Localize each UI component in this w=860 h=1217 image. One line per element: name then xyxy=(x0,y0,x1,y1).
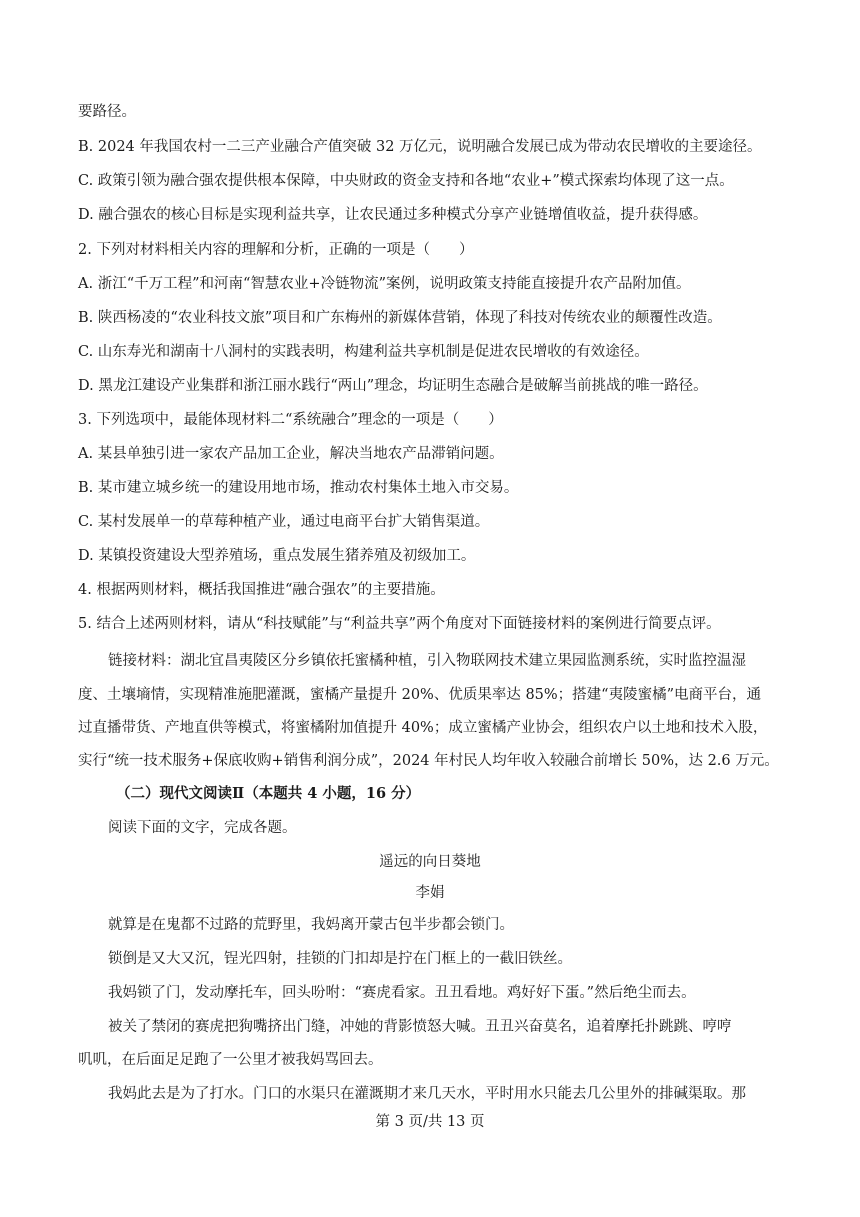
section-heading: （二）现代文阅读Ⅱ（本题共 4 小题，16 分） xyxy=(116,785,421,802)
link-material-line: 过直播带货、产地直供等模式，将蜜橘附加值提升 40%；成立蜜橘产业协会，组织农户以土地和技术入股， xyxy=(78,720,768,736)
option-line: B. 某市建立城乡统一的建设用地市场，推动农村集体土地入市交易。 xyxy=(78,480,519,496)
option-line: C. 政策引领为融合强农提供根本保障，中央财政的资金支持和各地“农业+”模式探索均体现了这一点。 xyxy=(78,173,734,189)
paragraph-line: 我妈锁了门，发动摩托车，回头吩咐：“赛虎看家。丑丑看地。鸡好好下蛋。”然后绝尘而去。 xyxy=(108,985,696,1001)
page-footer: 第 3 页/共 13 页 xyxy=(375,1114,485,1130)
question-line: 5. 结合上述两则材料，请从“科技赋能”与“利益共享”两个角度对下面链接材料的案例进行简要点评。 xyxy=(78,616,721,632)
article-title: 遥远的向日葵地 xyxy=(379,854,481,870)
paragraph-line: 就算是在鬼都不过路的荒野里，我妈离开蒙古包半步都会锁门。 xyxy=(108,917,514,933)
option-line: C. 山东寿光和湖南十八洞村的实践表明，构建利益共享机制是促进农民增收的有效途径。 xyxy=(78,344,649,360)
paragraph-line: 锁倒是又大又沉，锃光四射，挂锁的门扣却是拧在门框上的一截旧铁丝。 xyxy=(108,951,572,967)
option-line: B. 2024 年我国农村一二三产业融合产值突破 32 万亿元，说明融合发展已成为带动农民增收的主要途径。 xyxy=(78,139,762,155)
instruction-line: 阅读下面的文字，完成各题。 xyxy=(108,820,297,836)
link-material-line: 实行“统一技术服务+保底收购+销售利润分成”，2024 年村民人均年收入较融合前增长 50%，达 2.6 万元。 xyxy=(78,753,779,769)
question-line: 4. 根据两则材料，概括我国推进“融合强农”的主要措施。 xyxy=(78,582,445,598)
question-line: 2. 下列对材料相关内容的理解和分析，正确的一项是（ ） xyxy=(78,242,474,258)
article-author: 李娟 xyxy=(415,885,445,901)
paragraph-line: 叽叽，在后面足足跑了一公里才被我妈骂回去。 xyxy=(78,1052,383,1068)
option-line: D. 黑龙江建设产业集群和浙江丽水践行“两山”理念，均证明生态融合是破解当前挑战的唯一路径。 xyxy=(78,378,708,394)
option-line: D. 融合强农的核心目标是实现利益共享，让农民通过多种模式分享产业链增值收益，提升获得感。 xyxy=(78,207,708,223)
paragraph-line: 被关了禁闭的赛虎把狗嘴挤出门缝，冲她的背影愤怒大喊。丑丑兴奋莫名，追着摩托扑跳跳、哼哼 xyxy=(108,1019,732,1035)
option-line: C. 某村发展单一的草莓种植产业，通过电商平台扩大销售渠道。 xyxy=(78,514,490,530)
option-line: A. 某县单独引进一家农产品加工企业，解决当地农产品滞销问题。 xyxy=(78,446,504,462)
option-line: D. 某镇投资建设大型养殖场，重点发展生猪养殖及初级加工。 xyxy=(78,548,476,564)
link-material-line: 链接材料：湖北宜昌夷陵区分乡镇依托蜜橘种植，引入物联网技术建立果园监测系统，实时监控温湿 xyxy=(108,653,746,669)
option-line: A. 浙江“千万工程”和河南“智慧农业+冷链物流”案例，说明政策支持能直接提升农产品附加值。 xyxy=(78,276,691,292)
link-material-line: 度、土壤墒情，实现精准施肥灌溉，蜜橘产量提升 20%、优质果率达 85%；搭建“夷陵蜜橘”电商平台，通 xyxy=(78,687,761,703)
paragraph-line: 我妈此去是为了打水。门口的水渠只在灌溉期才来几天水，平时用水只能去几公里外的排碱渠取。那 xyxy=(108,1086,746,1102)
option-line: B. 陕西杨凌的“农业科技文旅”项目和广东梅州的新媒体营销，体现了科技对传统农业的颠覆性改造。 xyxy=(78,310,722,326)
question-line: 3. 下列选项中，最能体现材料二“系统融合”理念的一项是（ ） xyxy=(78,412,503,428)
text-line: 要路径。 xyxy=(78,104,136,120)
